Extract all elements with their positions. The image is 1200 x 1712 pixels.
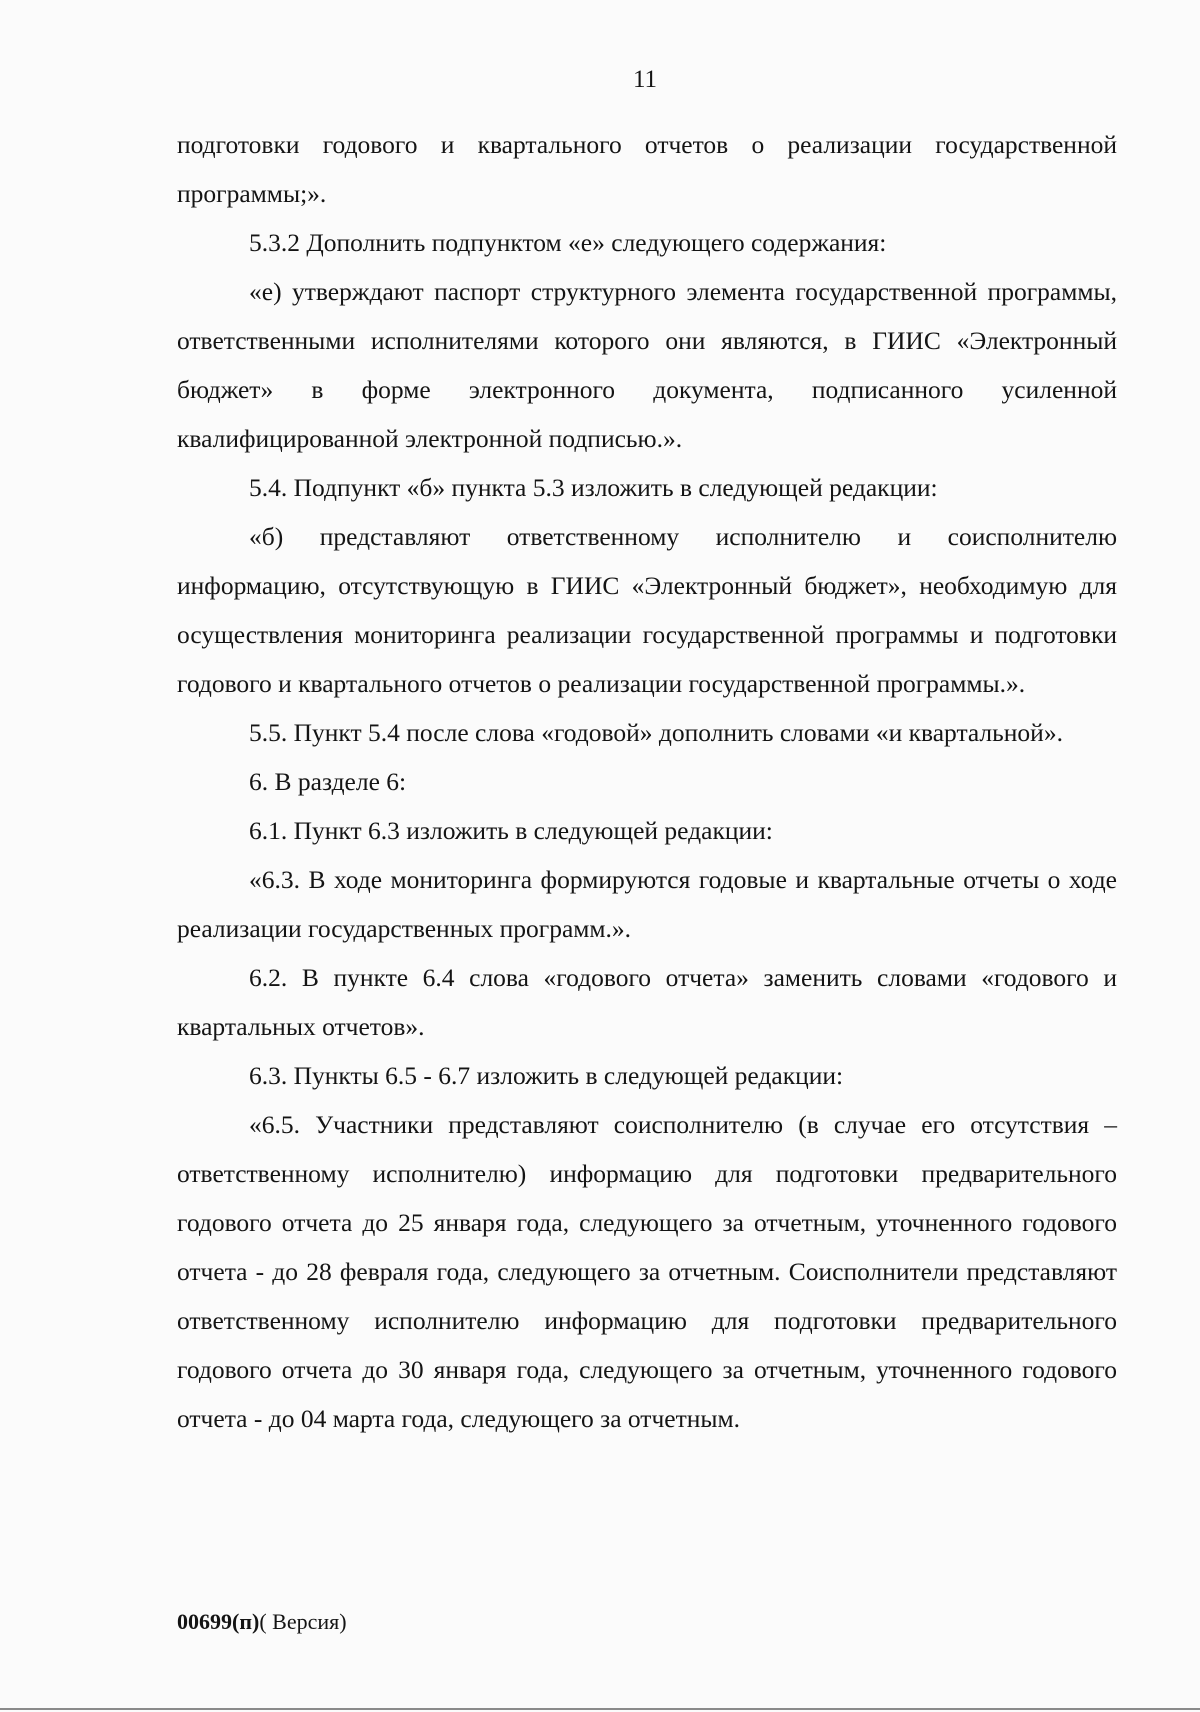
paragraph: 5.5. Пункт 5.4 после слова «годовой» дополнить словами «и квартальной».: [249, 718, 1063, 747]
document-code: 00699(п): [177, 1609, 260, 1634]
paragraph: 6.1. Пункт 6.3 изложить в следующей редакции:: [249, 816, 773, 845]
paragraph: 6.3. Пункты 6.5 - 6.7 изложить в следующей редакции:: [249, 1061, 844, 1090]
document-version: ( Версия): [259, 1609, 347, 1634]
paragraph: 5.4. Подпункт «б» пункта 5.3 изложить в следующей редакции:: [249, 473, 938, 502]
paragraph: 6. В разделе 6:: [249, 767, 407, 796]
paragraph: подготовки годового и квартального отчетов о реализации государственной программы;».: [177, 130, 1117, 208]
document-body: [177, 120, 1117, 1443]
page-number: 11: [632, 66, 658, 93]
paragraph: «е) утверждают паспорт структурного элемента государственной программы, ответственными исполнителями которого они являются, в ГИИС «Электронный бюджет» в форме электронного документа, подписанного усиленной квалифицированной электронной подписью.».: [177, 277, 1117, 453]
document-footer: [177, 1609, 347, 1635]
paragraph: 5.3.2 Дополнить подпунктом «е» следующего содержания:: [249, 228, 887, 257]
paragraph: «6.3. В ходе мониторинга формируются годовые и квартальные отчеты о ходе реализации государственных программ.».: [177, 865, 1117, 943]
page-edge-line: [0, 1708, 1200, 1710]
paragraph: «б) представляют ответственному исполнителю и соисполнителю информацию, отсутствующую в ГИИС «Электронный бюджет», необходимую для осуществления мониторинга реализации государственной программы и подготовки годового и квартального отчетов о реализации государственной программы.».: [177, 522, 1117, 698]
paragraph: «6.5. Участники представляют соисполнителю (в случае его отсутствия – ответственному исполнителю) информацию для подготовки предварительного годового отчета до 25 января года, следующего за отчетным, уточненного годового отчета - до 28 февраля года, следующего за отчетным. Соисполнители представляют ответственному исполнителю информацию для подготовки предварительного годового отчета до 30 января года, следующего за отчетным, уточненного годового отчета - до 04 марта года, следующего за отчетным.: [177, 1110, 1117, 1433]
paragraph: 6.2. В пункте 6.4 слова «годового отчета» заменить словами «годового и квартальных отчетов».: [177, 963, 1117, 1041]
